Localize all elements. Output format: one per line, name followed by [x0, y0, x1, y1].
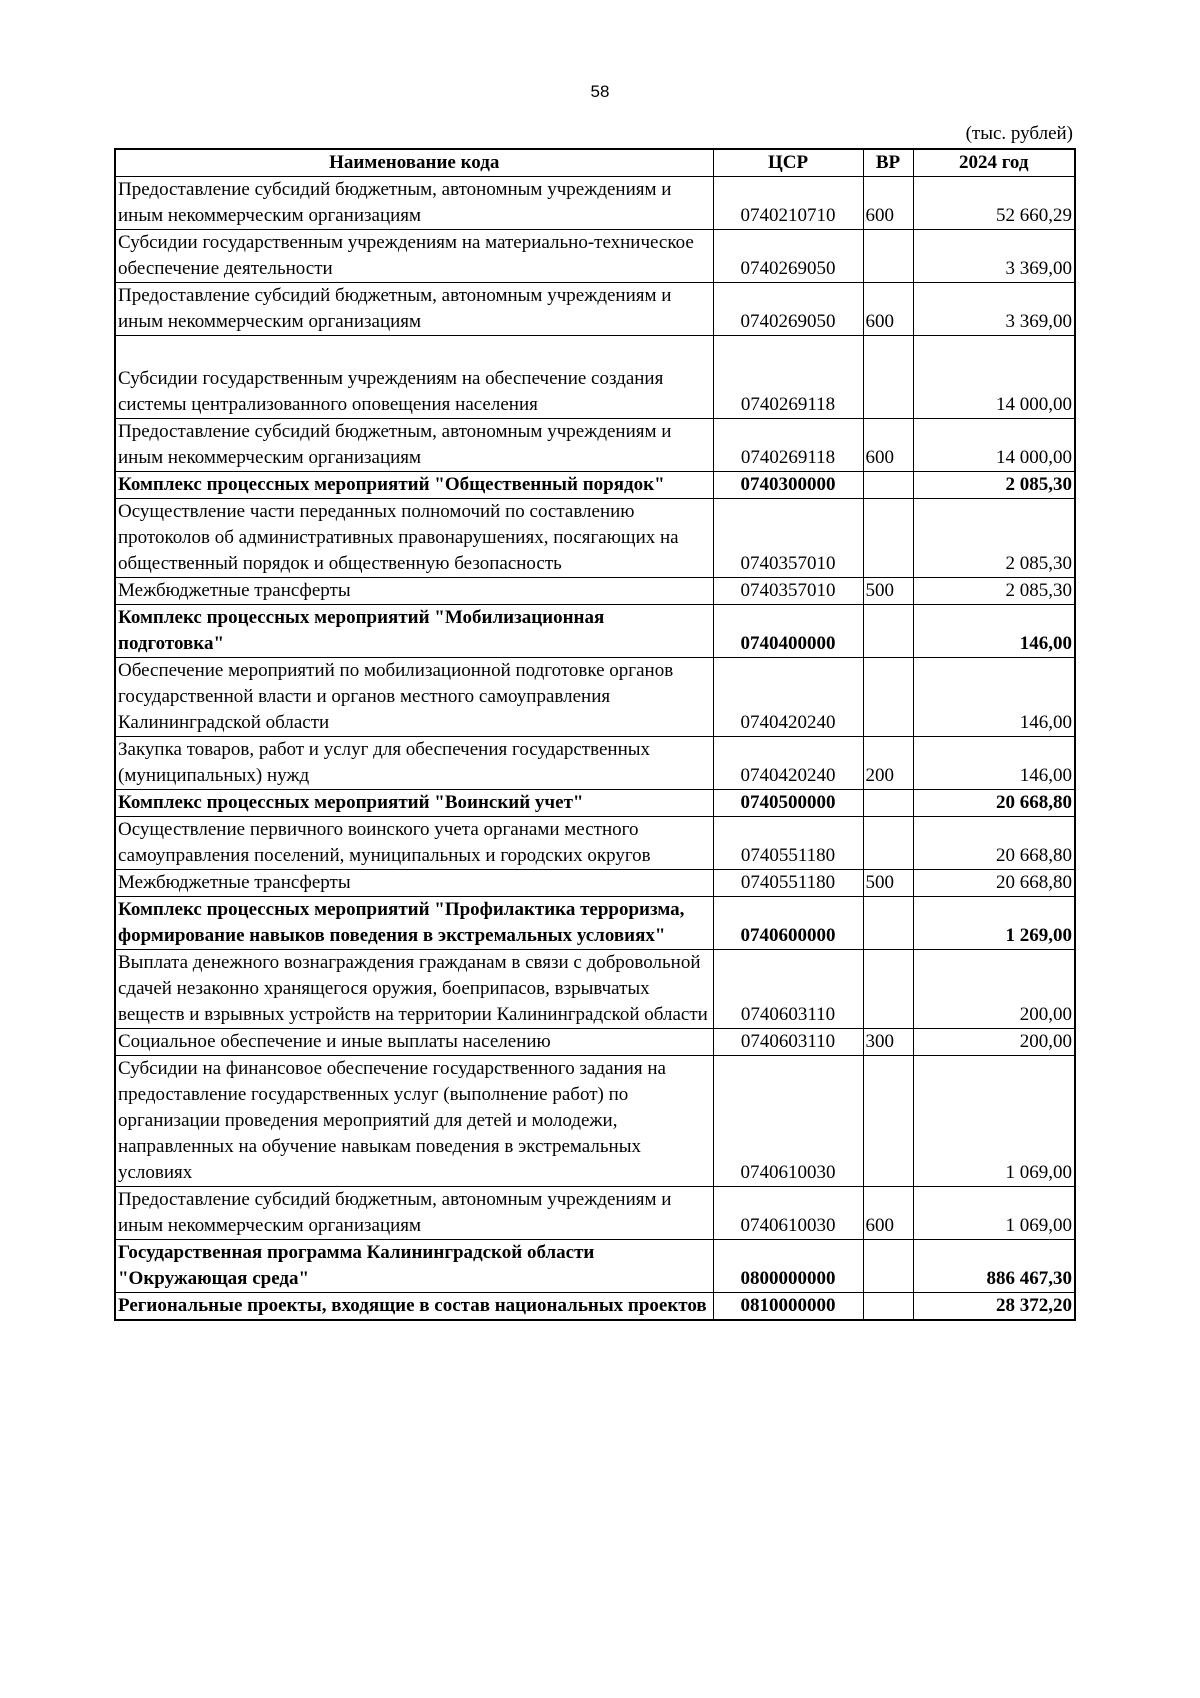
cell-amount: 2 085,30 [913, 499, 1075, 578]
cell-name: Субсидии на финансовое обеспечение государственного задания на предоставление государственных услуг (выполнение работ) по организации проведения мероприятий для детей и молодежи, направленных на обучение навыкам поведения в экстремальных условиях [115, 1056, 713, 1187]
table-row [115, 737, 1075, 790]
cell-amount: 1 069,00 [913, 1187, 1075, 1240]
table-row [115, 230, 1075, 283]
cell-vr [863, 472, 913, 499]
cell-amount: 3 369,00 [913, 230, 1075, 283]
cell-vr [863, 897, 913, 950]
table-row [115, 1240, 1075, 1293]
cell-code: 0740420240 [713, 658, 863, 737]
cell-name: Комплекс процессных мероприятий "Воинский учет" [115, 790, 713, 817]
cell-amount: 3 369,00 [913, 283, 1075, 336]
table-row [115, 950, 1075, 1029]
cell-code: 0740357010 [713, 578, 863, 605]
cell-amount: 886 467,30 [913, 1240, 1075, 1293]
table-row [115, 605, 1075, 658]
cell-name: Осуществление части переданных полномочий по составлению протоколов об административных правонарушениях, посягающих на общественный порядок и общественную безопасность [115, 499, 713, 578]
cell-amount: 14 000,00 [913, 336, 1075, 419]
cell-name: Комплекс процессных мероприятий "Профилактика терроризма, формирование навыков поведения в экстремальных условиях" [115, 897, 713, 950]
cell-name: Межбюджетные трансферты [115, 870, 713, 897]
cell-vr [863, 950, 913, 1029]
cell-vr: 500 [863, 870, 913, 897]
cell-name: Государственная программа Калининградской области "Окружающая среда" [115, 1240, 713, 1293]
cell-code: 0740269050 [713, 283, 863, 336]
cell-code: 0740300000 [713, 472, 863, 499]
cell-name: Социальное обеспечение и иные выплаты населению [115, 1029, 713, 1056]
table-row [115, 790, 1075, 817]
table-row [115, 1293, 1075, 1321]
cell-vr: 600 [863, 283, 913, 336]
table-body [115, 177, 1075, 1321]
cell-name: Предоставление субсидий бюджетным, автономным учреждениям и иным некоммерческим организациям [115, 1187, 713, 1240]
cell-amount: 20 668,80 [913, 870, 1075, 897]
cell-amount: 28 372,20 [913, 1293, 1075, 1321]
table-row [115, 499, 1075, 578]
cell-code: 0740269118 [713, 419, 863, 472]
cell-name: Выплата денежного вознаграждения гражданам в связи с добровольной сдачей незаконно хранящегося оружия, боеприпасов, взрывчатых веществ и взрывных устройств на территории Калининградской области [115, 950, 713, 1029]
cell-vr [863, 336, 913, 419]
cell-code: 0740600000 [713, 897, 863, 950]
table-row [115, 472, 1075, 499]
table-row [115, 283, 1075, 336]
header-row [115, 149, 1075, 177]
table-row [115, 658, 1075, 737]
cell-amount: 1 269,00 [913, 897, 1075, 950]
table-row [115, 870, 1075, 897]
header-code: ЦСР [713, 149, 863, 177]
cell-code: 0740603110 [713, 1029, 863, 1056]
cell-vr [863, 658, 913, 737]
cell-code: 0740603110 [713, 950, 863, 1029]
table-header [115, 149, 1075, 177]
cell-code: 0740210710 [713, 177, 863, 230]
cell-vr [863, 817, 913, 870]
header-vr: ВР [863, 149, 913, 177]
cell-name: Осуществление первичного воинского учета органами местного самоуправления поселений, муниципальных и городских округов [115, 817, 713, 870]
cell-code: 0740269118 [713, 336, 863, 419]
cell-vr: 600 [863, 419, 913, 472]
budget-table [114, 148, 1076, 1321]
cell-code: 0740269050 [713, 230, 863, 283]
page-number: 58 [590, 82, 610, 101]
cell-name: Комплекс процессных мероприятий "Общественный порядок" [115, 472, 713, 499]
cell-amount: 2 085,30 [913, 578, 1075, 605]
table-row [115, 897, 1075, 950]
cell-vr [863, 790, 913, 817]
cell-amount: 14 000,00 [913, 419, 1075, 472]
cell-vr [863, 1056, 913, 1187]
cell-code: 0740400000 [713, 605, 863, 658]
cell-name: Комплекс процессных мероприятий "Мобилизационная подготовка" [115, 605, 713, 658]
cell-name: Предоставление субсидий бюджетным, автономным учреждениям и иным некоммерческим организациям [115, 283, 713, 336]
cell-name: Субсидии государственным учреждениям на обеспечение создания системы централизованного оповещения населения [115, 336, 713, 419]
cell-name: Региональные проекты, входящие в состав национальных проектов [115, 1293, 713, 1321]
table-row [115, 1056, 1075, 1187]
cell-vr [863, 605, 913, 658]
cell-code: 0740357010 [713, 499, 863, 578]
cell-code: 0740551180 [713, 870, 863, 897]
table-row [115, 419, 1075, 472]
cell-vr: 300 [863, 1029, 913, 1056]
header-name: Наименование кода [115, 149, 713, 177]
cell-vr: 600 [863, 1187, 913, 1240]
cell-amount: 2 085,30 [913, 472, 1075, 499]
cell-code: 0740420240 [713, 737, 863, 790]
cell-code: 0800000000 [713, 1240, 863, 1293]
cell-code: 0740500000 [713, 790, 863, 817]
cell-name: Предоставление субсидий бюджетным, автономным учреждениям и иным некоммерческим организациям [115, 419, 713, 472]
cell-name: Обеспечение мероприятий по мобилизационной подготовке органов государственной власти и органов местного самоуправления Калининградской области [115, 658, 713, 737]
cell-amount: 146,00 [913, 737, 1075, 790]
cell-vr [863, 1293, 913, 1321]
cell-code: 0740610030 [713, 1187, 863, 1240]
cell-code: 0740610030 [713, 1056, 863, 1187]
table-row [115, 817, 1075, 870]
cell-name: Закупка товаров, работ и услуг для обеспечения государственных (муниципальных) нужд [115, 737, 713, 790]
cell-vr [863, 230, 913, 283]
cell-vr [863, 499, 913, 578]
cell-vr: 500 [863, 578, 913, 605]
header-amount: 2024 год [913, 149, 1075, 177]
cell-code: 0810000000 [713, 1293, 863, 1321]
table-row [115, 177, 1075, 230]
table-row [115, 336, 1075, 419]
cell-name: Субсидии государственным учреждениям на материально-техническое обеспечение деятельности [115, 230, 713, 283]
units-label: (тыс. рублей) [965, 123, 1073, 144]
cell-amount: 20 668,80 [913, 817, 1075, 870]
cell-vr [863, 1240, 913, 1293]
cell-amount: 20 668,80 [913, 790, 1075, 817]
cell-amount: 146,00 [913, 658, 1075, 737]
cell-code: 0740551180 [713, 817, 863, 870]
table-row [115, 1187, 1075, 1240]
cell-amount: 1 069,00 [913, 1056, 1075, 1187]
cell-vr: 600 [863, 177, 913, 230]
table-row [115, 578, 1075, 605]
cell-amount: 200,00 [913, 950, 1075, 1029]
cell-name: Предоставление субсидий бюджетным, автономным учреждениям и иным некоммерческим организациям [115, 177, 713, 230]
table-row [115, 1029, 1075, 1056]
cell-amount: 200,00 [913, 1029, 1075, 1056]
cell-name: Межбюджетные трансферты [115, 578, 713, 605]
cell-vr: 200 [863, 737, 913, 790]
cell-amount: 52 660,29 [913, 177, 1075, 230]
cell-amount: 146,00 [913, 605, 1075, 658]
